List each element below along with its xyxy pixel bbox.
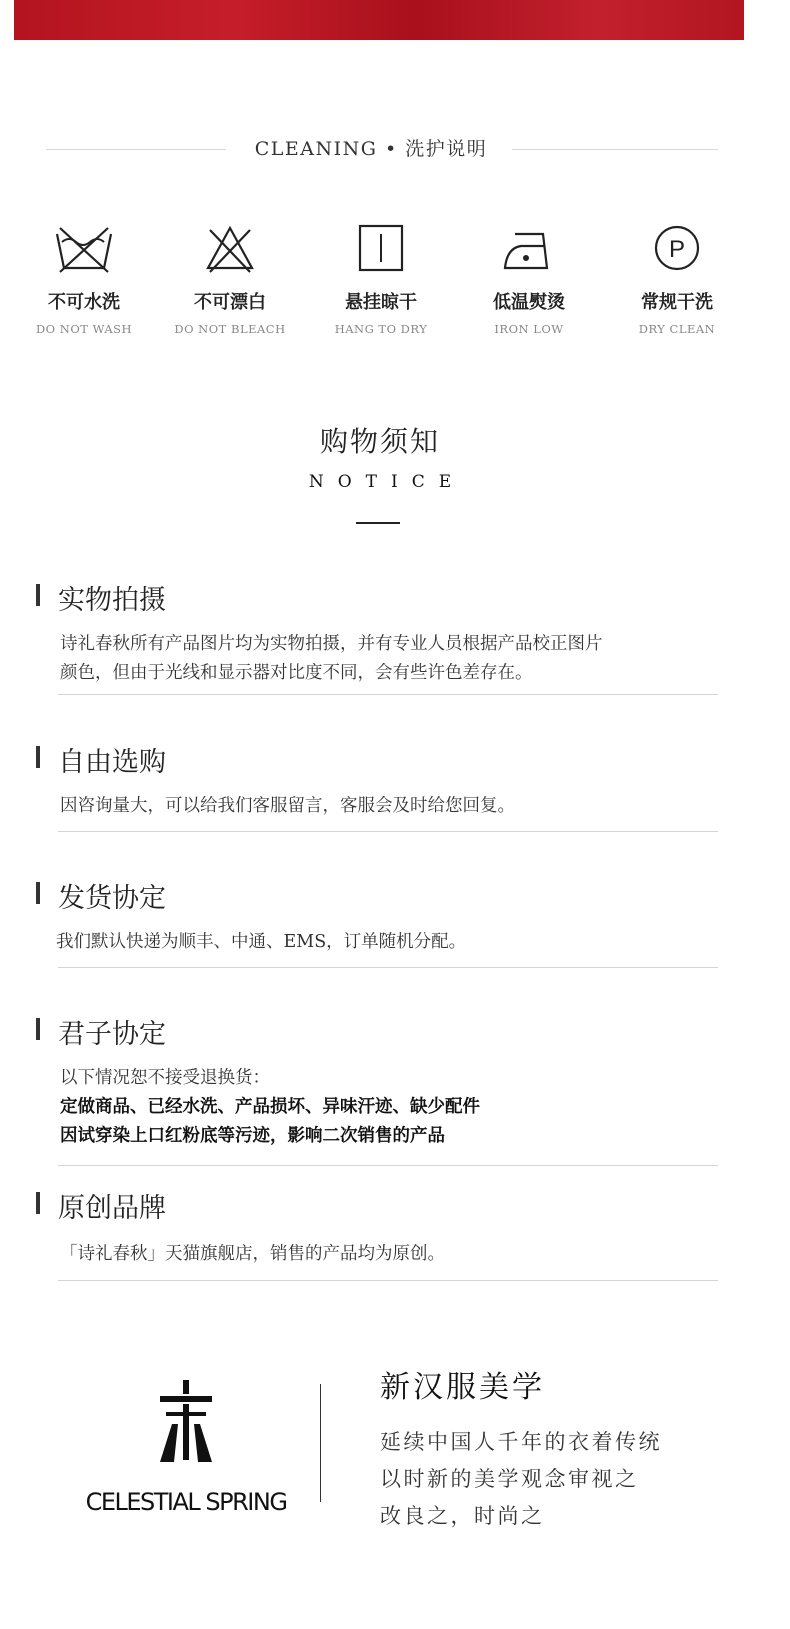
care-label-cn: 常规干洗 [641, 292, 713, 313]
section-body [60, 1240, 445, 1269]
slogan-line: 改良之，时尚之 [380, 1504, 545, 1528]
care-item-do-not-bleach [165, 222, 295, 336]
section-body [60, 792, 515, 821]
notice-section-purchase [36, 740, 718, 835]
care-label-en: HANG TO DRY [334, 322, 428, 336]
slogan-line: 以时新的美学观念审视之 [380, 1467, 639, 1491]
notice-title: 购物须知 [319, 425, 440, 458]
section-heading: 发货协定 [58, 883, 166, 914]
care-label-en: DO NOT BLEACH [174, 322, 286, 336]
divider-line [512, 149, 718, 150]
section-divider [58, 1280, 718, 1281]
care-label-en: DRY CLEAN [638, 322, 716, 336]
section-marker [36, 1192, 40, 1214]
section-line: 诗礼春秋所有产品图片均为实物拍摄，并有专业人员根据产品校正图片 [60, 634, 603, 654]
slogan-title: 新汉服美学 [380, 1370, 545, 1405]
notice-section-brand [36, 1186, 718, 1286]
title-underline [356, 522, 400, 524]
footer-divider [320, 1384, 321, 1502]
care-label-cn: 低温熨烫 [493, 292, 565, 313]
divider-line [46, 149, 226, 150]
section-heading: 原创品牌 [58, 1193, 166, 1224]
section-line: 颜色，但由于光线和显示器对比度不同，会有些许色差存在。 [60, 663, 533, 683]
notice-section-photo [36, 578, 718, 698]
svg-text:P: P [668, 236, 686, 263]
section-line: 我们默认快递为顺丰、中通、EMS，订单随机分配。 [56, 932, 467, 952]
section-line: 以下情况恕不接受退换货： [60, 1068, 270, 1088]
section-line-bold: 定做商品、已经水洗、产品损坏、异味汗迹、缺少配件 [60, 1097, 480, 1117]
section-divider [58, 694, 718, 695]
section-marker [36, 584, 40, 606]
care-label-cn: 不可水洗 [48, 292, 120, 313]
notice-section-agreement [36, 1012, 718, 1172]
dry-clean-icon [647, 222, 707, 276]
slogan-line: 延续中国人千年的衣着传统 [380, 1430, 662, 1454]
section-marker [36, 882, 40, 904]
section-marker [36, 746, 40, 768]
care-label-en: IRON LOW [494, 322, 564, 336]
section-marker [36, 1018, 40, 1040]
care-item-dry-clean [612, 222, 742, 336]
notice-section-shipping [36, 876, 718, 971]
hang-to-dry-icon [351, 222, 411, 276]
section-line: 因咨询量大，可以给我们客服留言，客服会及时给您回复。 [60, 796, 515, 816]
care-label-cn: 悬挂晾干 [345, 292, 417, 313]
brand-logo [76, 1380, 296, 1520]
section-heading: 自由选购 [58, 747, 166, 778]
cleaning-title: CLEANING • 洗护说明 [254, 138, 488, 160]
section-line: 「诗礼春秋」天猫旗舰店，销售的产品均为原创。 [60, 1244, 445, 1264]
section-body [60, 1064, 480, 1151]
cleaning-header [0, 130, 760, 162]
care-item-iron-low [464, 222, 594, 336]
care-item-hang-to-dry [316, 222, 446, 336]
top-banner [14, 0, 744, 40]
section-heading: 实物拍摄 [58, 585, 166, 616]
care-label-en: DO NOT WASH [35, 322, 133, 336]
section-divider [58, 1165, 718, 1166]
section-body [60, 630, 603, 688]
brand-name-en: CELESTIAL SPRING [85, 1488, 287, 1516]
brand-logo-mark-icon [156, 1380, 216, 1468]
section-body [56, 928, 466, 957]
do-not-wash-icon [54, 222, 114, 276]
notice-subtitle: NOTICE [308, 472, 466, 492]
iron-low-icon [499, 222, 559, 276]
section-heading: 君子协定 [58, 1019, 166, 1050]
section-line-bold: 因试穿染上口红粉底等污迹，影响二次销售的产品 [60, 1126, 445, 1146]
care-item-do-not-wash [19, 222, 149, 336]
do-not-bleach-icon [200, 222, 260, 276]
care-label-cn: 不可漂白 [194, 292, 266, 313]
section-divider [58, 967, 718, 968]
section-divider [58, 831, 718, 832]
